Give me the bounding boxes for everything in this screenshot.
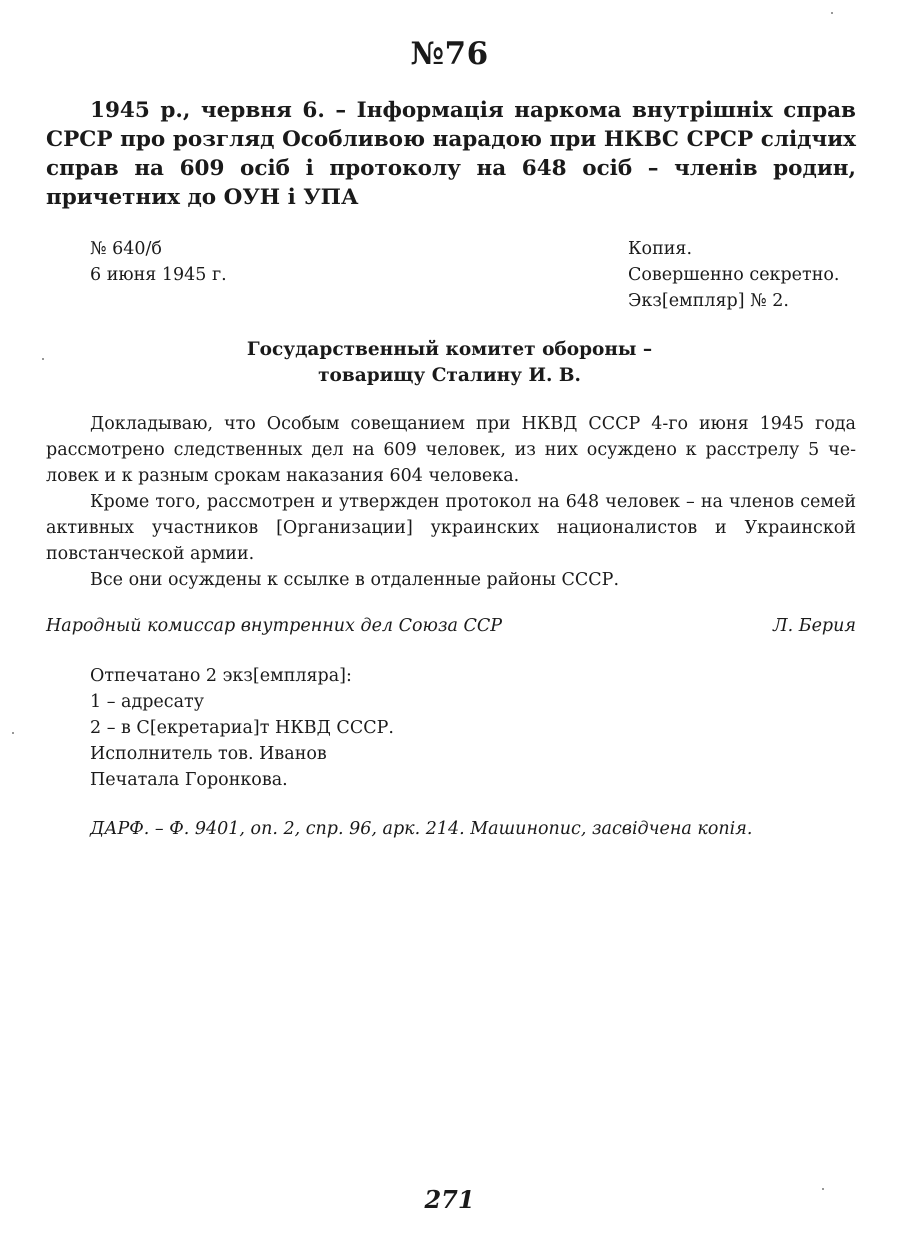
secrecy-mark: Совершенно секретно. — [628, 265, 840, 285]
document-number: №76 — [410, 36, 489, 72]
distribution-line: 2 – в С[екретариа]т НКВД СССР. — [90, 718, 394, 738]
document-body — [46, 411, 856, 593]
scan-speck — [822, 1188, 824, 1190]
distribution-line: 1 – адресату — [90, 692, 204, 712]
document-registration — [90, 236, 227, 288]
scan-speck — [12, 732, 14, 734]
page-number: 271 — [424, 1185, 475, 1214]
distribution-list — [90, 663, 394, 793]
document-classification — [628, 236, 840, 314]
distribution-line: Печатала Горонкова. — [90, 770, 288, 790]
body-paragraph: Докладываю, что Особым совещанием при НКВД СССР 4-го июня 1945 года рассмотрено следственных дел на 609 человек, из них осуждено к расстрелу 5 человек и к разным срокам наказания 604 человека. — [46, 414, 856, 486]
signature-title: Народный комиссар внутренних дел Союза ССР — [46, 616, 503, 636]
body-paragraph: Кроме того, рассмотрен и утвержден протокол на 648 человек – на членов семей активных участников [Организации] украинских националистов и Украинской повстанческой армии. — [46, 492, 856, 564]
body-paragraph: Все они осуждены к ссылке в отдаленные районы СССР. — [90, 570, 620, 590]
document-heading: 1945 р., червня 6. – Інформація наркома внутрішніх справ СРСР про розгляд Особливою нарадою при НКВС СРСР слідчих справ на 609 осіб і протоколу на 648 осіб – членів родин, причетних до ОУН і УПА — [46, 98, 856, 210]
scan-speck — [42, 358, 44, 360]
document-date: 6 июня 1945 г. — [90, 265, 227, 285]
distribution-line: Исполнитель тов. Иванов — [90, 744, 327, 764]
copy-number: Экз[емпляр] № 2. — [628, 291, 789, 311]
distribution-line: Отпечатано 2 экз[емпляра]: — [90, 666, 352, 686]
signature-name: Л. Берия — [772, 616, 856, 636]
scan-speck — [831, 12, 833, 14]
addressee-line-1: Государственный комитет обороны – — [246, 339, 653, 360]
outgoing-number: № 640/б — [90, 239, 162, 259]
copy-mark: Копия. — [628, 239, 693, 259]
archive-reference: ДАРФ. – Ф. 9401, оп. 2, спр. 96, арк. 214. Машинопис, засвідчена копія. — [90, 819, 753, 839]
addressee — [0, 337, 899, 389]
addressee-line-2: товарищу Сталину И. В. — [318, 365, 581, 386]
